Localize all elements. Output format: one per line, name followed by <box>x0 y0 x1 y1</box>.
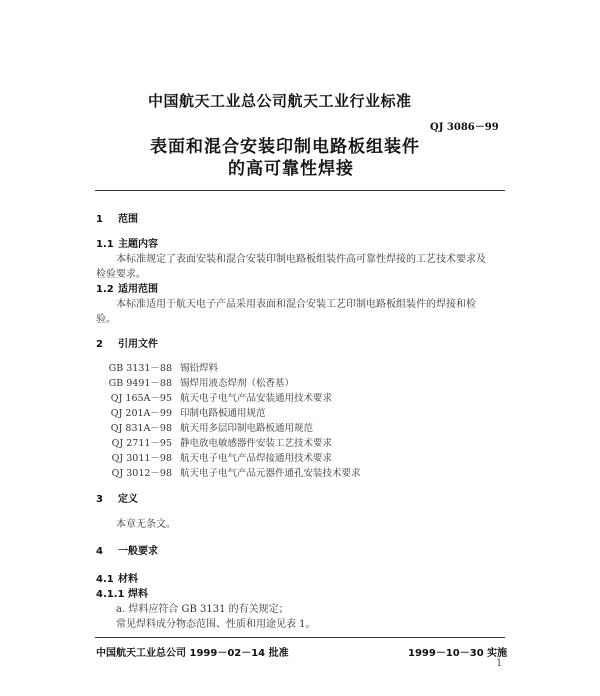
section-1-2-heading <box>96 280 158 295</box>
section-number: 3 <box>96 494 103 505</box>
reference-title: 锡铅焊料 <box>180 363 219 374</box>
section-number: 4.1 <box>96 574 114 585</box>
reference-code: QJ 3011－98 <box>111 453 172 464</box>
section-title: 定义 <box>118 494 138 505</box>
note-text: 常见焊料成分物态范围、性质和用途见表 1。 <box>116 619 316 630</box>
footer-divider <box>95 637 505 638</box>
section-number: 4.1.1 <box>96 589 125 600</box>
paragraph: 本标准规定了表面安装和混合安装印制电路板组装件高可靠性焊接的工艺技术要求及 <box>116 254 486 265</box>
reference-item <box>100 420 313 434</box>
effective-date: 1999－10－30 实施 <box>408 648 508 659</box>
list-item-a: a. 焊料应符合 GB 3131 的有关规定； <box>116 604 289 615</box>
reference-code: QJ 165A－95 <box>110 393 172 404</box>
document-title-line1: 表面和混合安装印制电路板组装件 <box>150 137 420 157</box>
reference-item <box>100 450 332 464</box>
approval-date: 中国航天工业总公司 1999－02－14 批准 <box>96 648 289 659</box>
reference-code: QJ 831A－98 <box>110 423 172 434</box>
reference-item <box>100 405 266 419</box>
reference-title: 锡焊用液态焊剂（松香基） <box>180 378 295 389</box>
org-title: 中国航天工业总公司航天工业行业标准 <box>148 92 412 110</box>
document-title-line2: 的高可靠性焊接 <box>228 159 354 179</box>
paragraph-cont: 验。 <box>96 314 116 325</box>
section-number: 1.1 <box>96 239 114 250</box>
section-title: 范围 <box>118 214 138 225</box>
reference-item <box>100 465 361 479</box>
section-4-1-1-heading <box>96 585 148 600</box>
paragraph: 本章无条文。 <box>116 519 176 530</box>
reference-code: GB 3131－88 <box>108 363 172 374</box>
standard-code: QJ 3086－99 <box>430 122 499 133</box>
paragraph: 本标准适用于航天电子产品采用表面和混合安装工艺印制电路板组装件的焊接和检 <box>116 299 476 310</box>
section-title: 材料 <box>118 574 138 585</box>
title-divider <box>95 190 505 191</box>
reference-code: GB 9491－88 <box>108 378 172 389</box>
section-title: 主题内容 <box>118 239 158 250</box>
reference-item <box>100 390 332 404</box>
section-title: 引用文件 <box>118 339 158 350</box>
section-number: 1 <box>96 214 103 225</box>
section-title: 适用范围 <box>118 284 158 295</box>
section-3-heading <box>96 490 138 505</box>
paragraph-cont: 检验要求。 <box>96 269 146 280</box>
section-4-1-heading <box>96 570 138 585</box>
section-4-heading <box>96 542 158 557</box>
reference-item <box>100 435 332 449</box>
section-number: 1.2 <box>96 284 114 295</box>
section-1-heading <box>96 210 138 225</box>
reference-code: QJ 201A－99 <box>110 408 172 419</box>
reference-title: 航天用多层印制电路板通用规范 <box>180 423 314 434</box>
reference-item <box>100 360 218 374</box>
section-number: 4 <box>96 546 103 557</box>
reference-title: 静电放电敏感器件安装工艺技术要求 <box>180 438 333 449</box>
section-title: 焊料 <box>128 589 148 600</box>
section-2-heading <box>96 335 158 350</box>
section-1-1-heading <box>96 235 158 250</box>
reference-title: 航天电子电气产品安装通用技术要求 <box>180 393 333 404</box>
reference-code: QJ 3012－98 <box>111 468 172 479</box>
reference-title: 印制电路板通用规范 <box>180 408 266 419</box>
reference-item <box>100 375 294 389</box>
page-number: 1 <box>496 658 503 669</box>
section-number: 2 <box>96 339 103 350</box>
reference-code: QJ 2711－95 <box>111 438 172 449</box>
section-title: 一般要求 <box>118 546 158 557</box>
reference-title: 航天电子电气产品元器件通孔安装技术要求 <box>180 468 361 479</box>
reference-title: 航天电子电气产品焊接通用技术要求 <box>180 453 333 464</box>
